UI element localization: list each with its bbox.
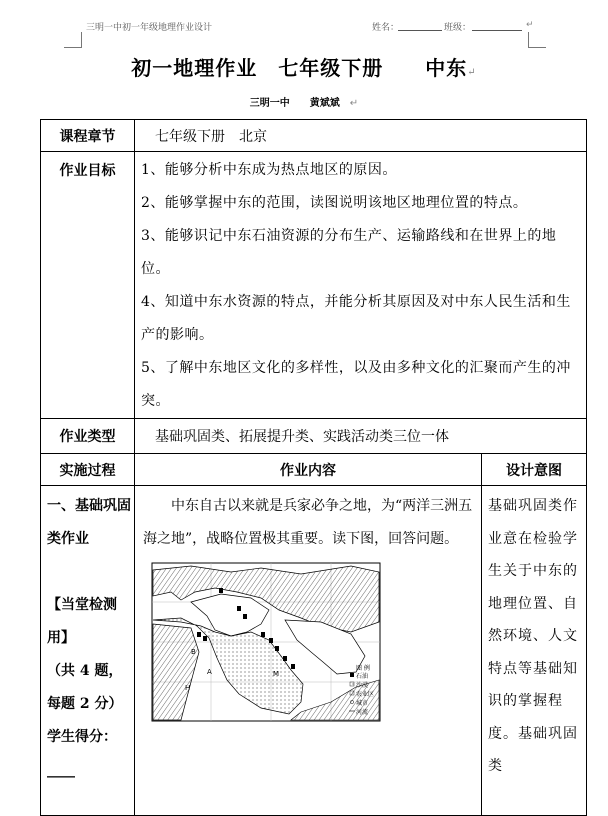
header-paragraph-mark: ↵ xyxy=(526,20,534,30)
svg-text:A: A xyxy=(207,668,212,676)
page-title: 初一地理作业 七年级下册 中东↵ xyxy=(131,56,477,80)
goal-item: 2、能够掌握中东的范围，读图说明该地区地理位置的特点。 xyxy=(141,195,528,211)
col-header-intent: 设计意图 xyxy=(482,454,587,486)
goal-item: 4、知道中东水资源的特点，并能分析其原因及对中东人民生活和生产的影响。 xyxy=(141,294,571,343)
type-label: 作业类型 xyxy=(41,419,135,454)
question-text: 中东自古以来就是兵家必争之地，为“两洋三洲五海之地”，战略位置极其重要。读下图，回答问题。 xyxy=(143,498,473,547)
process-cell xyxy=(41,486,135,816)
middle-east-map xyxy=(151,562,381,722)
crop-mark-right xyxy=(528,32,546,48)
crop-mark-left xyxy=(64,32,82,48)
goal-item: 5、了解中东地区文化的多样性，以及由多种文化的汇聚而产生的冲突。 xyxy=(141,360,571,409)
svg-text:H: H xyxy=(185,684,191,692)
type-value: 基础巩固类、拓展提升类、实践活动类三位一体 xyxy=(135,419,587,454)
chapter-value: 七年级下册 北京 xyxy=(135,120,587,152)
svg-text:河流: 河流 xyxy=(356,709,369,716)
process-title: 一、基础巩固类作业 xyxy=(47,498,131,547)
svg-text:沙漠: 沙漠 xyxy=(356,682,369,689)
svg-text:M: M xyxy=(273,670,280,678)
homework-table xyxy=(40,119,587,816)
class-blank xyxy=(472,30,522,31)
svg-text:B: B xyxy=(191,648,196,656)
row-process xyxy=(41,486,587,816)
col-header-process: 实施过程 xyxy=(41,454,135,486)
row-column-headers xyxy=(41,454,587,486)
row-type xyxy=(41,419,587,454)
row-chapter xyxy=(41,120,587,152)
svg-text:图 例: 图 例 xyxy=(356,665,370,672)
row-goals xyxy=(41,152,587,419)
header-name-label: 姓名： xyxy=(372,23,400,33)
score-blank: ____ xyxy=(47,762,75,778)
author-line: 三明一中 黄斌斌 ↵ xyxy=(249,98,359,109)
score-label: 学生得分： xyxy=(47,729,117,745)
svg-text:城市: 城市 xyxy=(356,700,369,707)
goals-list xyxy=(135,152,587,419)
goal-item: 3、能够识记中东石油资源的分布生产、运输路线和在世界上的地位。 xyxy=(141,228,557,277)
goal-item: 1、能够分析中东成为热点地区的原因。 xyxy=(141,162,397,178)
content-cell xyxy=(135,486,482,816)
name-blank xyxy=(398,30,442,31)
col-header-content: 作业内容 xyxy=(135,454,482,486)
process-usage: 【当堂检测用】 xyxy=(47,597,117,646)
goals-label: 作业目标 xyxy=(41,152,135,419)
chapter-label: 课程章节 xyxy=(41,120,135,152)
header-class-label: 班级： xyxy=(444,23,472,33)
svg-text:石油: 石油 xyxy=(356,673,369,680)
svg-text:农业区: 农业区 xyxy=(356,691,375,698)
process-count: （共 4 题，每题 2 分） xyxy=(47,663,123,712)
intent-cell: 基础巩固类作业意在检验学生关于中东的地理位置、自然环境、人文特点等基础知识的掌握程度。基础巩固类 xyxy=(482,486,587,816)
header-doc-title: 三明一中初一年级地理作业设计 xyxy=(86,23,213,33)
